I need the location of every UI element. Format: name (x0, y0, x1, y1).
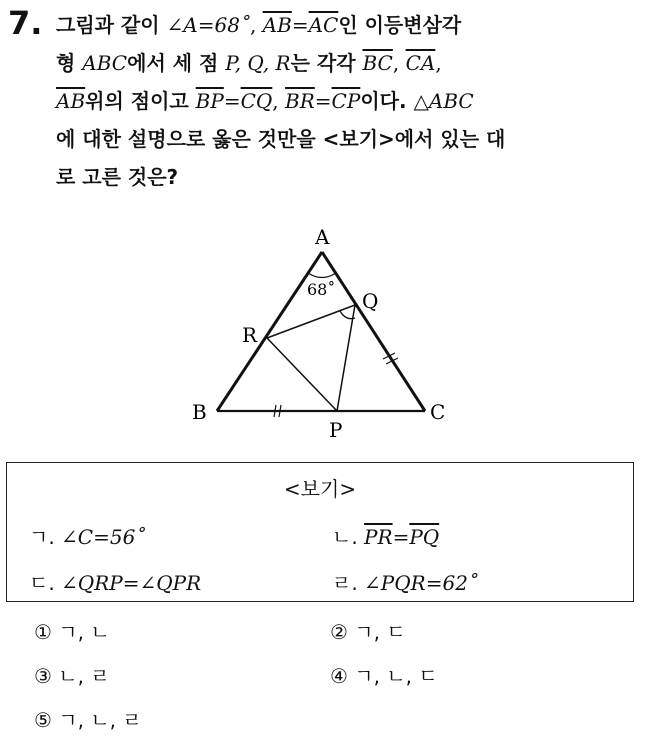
segment-ab: $\overline{AB}$ (56, 89, 86, 113)
segment-pr: $\overline{PR}$ (364, 525, 393, 549)
segment-bc: $\overline{BC}$ (362, 51, 393, 75)
choice-2[interactable]: ② ㄱ, ㄷ (330, 620, 406, 644)
equals: = (291, 13, 309, 37)
statement-digeut (29, 567, 201, 596)
segment-rq (267, 305, 355, 338)
separator: , (272, 89, 286, 113)
stem-line-5: 로 고른 것은? (56, 165, 179, 189)
statement-rieul (332, 567, 478, 596)
statement-text: ∠PQR=62˚ (364, 571, 478, 595)
label-c: C (430, 400, 446, 424)
angle-label-68: 68˚ (307, 280, 336, 299)
stem-text: 인 이등변삼각 (338, 13, 462, 37)
segment-rp (267, 338, 337, 411)
triangle-abc: ABC (82, 51, 128, 75)
choice-4[interactable]: ④ ㄱ, ㄴ, ㄷ (330, 664, 438, 688)
label-p: P (329, 418, 343, 442)
segment-br: $\overline{BR}$ (285, 89, 315, 113)
separator: , (249, 13, 263, 37)
statement-giyeok (29, 521, 145, 550)
statement-key: ㄷ. (29, 571, 55, 595)
stem-line-4: 에 대한 설명으로 옳은 것만을 <보기>에서 있는 대 (56, 127, 506, 151)
segment-qp (337, 305, 355, 411)
stem-line-1 (56, 6, 656, 44)
choice-3[interactable]: ③ ㄴ, ㄹ (34, 664, 110, 688)
segment-ac: $\overline{AC}$ (308, 13, 339, 37)
statement-key: ㄴ. (332, 525, 358, 549)
equals: = (223, 89, 241, 113)
statement-text: ∠C=56˚ (61, 525, 146, 549)
equals: = (392, 525, 410, 549)
angle-arc-a (308, 273, 336, 278)
stem-text: 에서 세 점 (127, 51, 226, 75)
points-pqr: P, Q, R (225, 51, 291, 75)
segment-ca: $\overline{CA}$ (405, 51, 436, 75)
triangle-figure (180, 218, 460, 448)
stem-text: 이다. (360, 89, 414, 113)
segment-ab: $\overline{AB}$ (262, 13, 292, 37)
stem-text: 형 (56, 51, 83, 75)
choice-5[interactable]: ⑤ ㄱ, ㄴ, ㄹ (34, 708, 142, 732)
label-a: A (315, 225, 330, 249)
segment-cp: $\overline{CP}$ (331, 89, 361, 113)
stem-text: 위의 점이고 (85, 89, 196, 113)
label-b: B (192, 400, 207, 424)
question-number: 7. (8, 4, 43, 42)
triangle-symbol: △ABC (413, 89, 474, 113)
choice-1[interactable]: ① ㄱ, ㄴ (34, 620, 110, 644)
segment-bp: $\overline{BP}$ (195, 89, 224, 113)
label-r: R (242, 323, 258, 347)
statement-key: ㄹ. (332, 571, 358, 595)
stem-line-3 (56, 82, 656, 120)
angle-a: ∠A=68˚ (166, 13, 250, 37)
label-q: Q (362, 289, 379, 313)
separator: , (435, 51, 442, 75)
statement-nieun (332, 521, 439, 550)
equals: = (314, 89, 332, 113)
side-ac (322, 252, 425, 411)
stem-line-2 (56, 44, 656, 82)
statement-key: ㄱ. (29, 525, 55, 549)
separator: , (392, 51, 406, 75)
side-ab (217, 252, 322, 411)
bogi-box (6, 462, 634, 602)
segment-cq: $\overline{CQ}$ (240, 89, 273, 113)
stem-text: 그림과 같이 (56, 13, 167, 37)
statement-text: ∠QRP=∠QPR (61, 571, 202, 595)
question-stem (56, 6, 656, 196)
stem-text: 는 각각 (290, 51, 363, 75)
segment-pq: $\overline{PQ}$ (409, 525, 440, 549)
bogi-title: <보기> (283, 477, 357, 501)
